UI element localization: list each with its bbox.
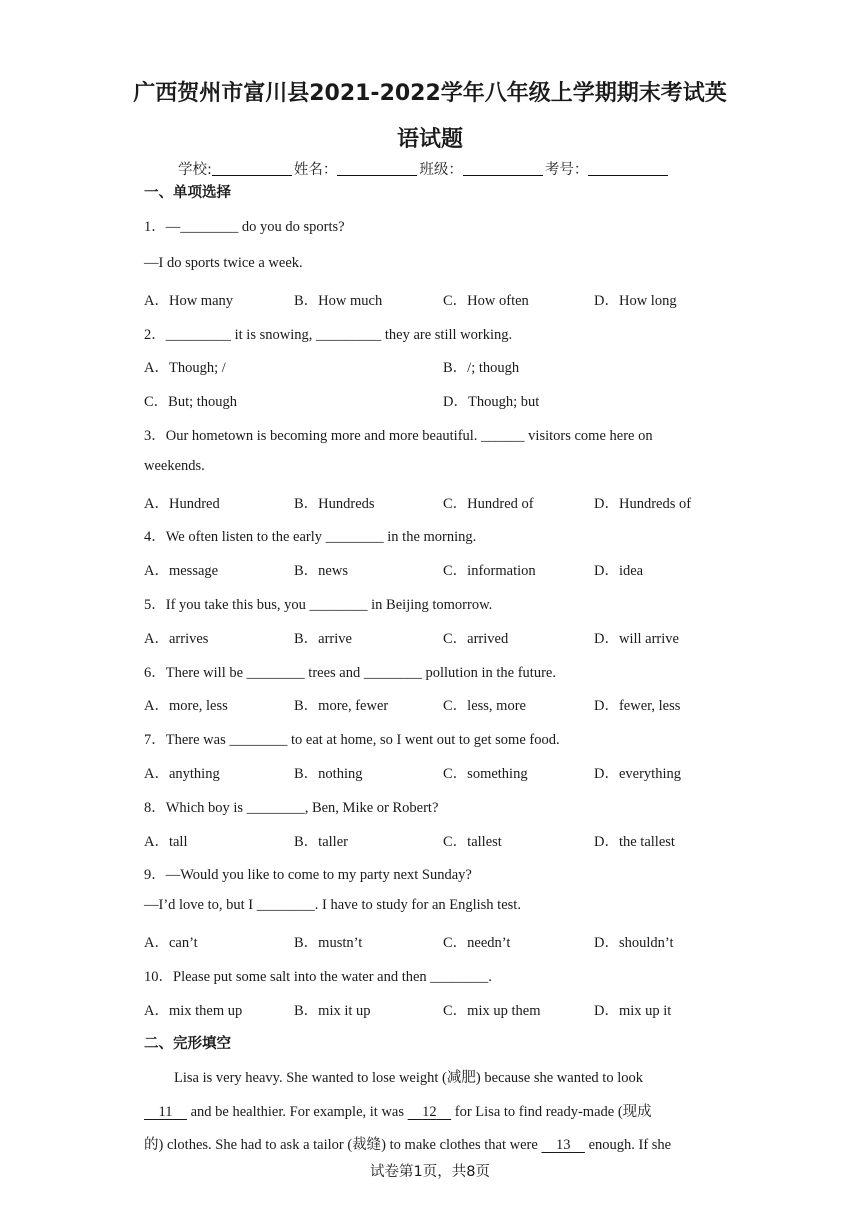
question-stem: 9．—Would you like to come to my party next Sunday? — [144, 867, 472, 883]
option-b[interactable]: B．nothing — [294, 766, 363, 782]
option-d[interactable]: D．How long — [594, 293, 677, 309]
cloze-blank-11[interactable]: 11 — [158, 1104, 173, 1120]
option-a[interactable]: A．tall — [144, 834, 188, 850]
option-c[interactable]: C．mix up them — [443, 1003, 541, 1019]
question-stem: 8．Which boy is ________, Ben, Mike or Robert? — [144, 800, 439, 816]
option-b[interactable]: B．mix it up — [294, 1003, 371, 1019]
option-b[interactable]: B．taller — [294, 834, 348, 850]
question-stem: 1．—________ do you do sports? — [144, 219, 345, 235]
cloze-blank-12[interactable]: 12 — [422, 1104, 437, 1120]
option-c[interactable]: C．arrived — [443, 631, 509, 647]
option-a[interactable]: A．anything — [144, 766, 220, 782]
question-stem-continued: weekends. — [144, 458, 205, 474]
name-label: 姓名： — [293, 162, 338, 178]
option-d[interactable]: D．fewer, less — [594, 698, 681, 714]
option-c[interactable]: C．less, more — [443, 698, 526, 714]
option-a[interactable]: A．mix them up — [144, 1003, 243, 1019]
exam-title-line-2: 语试题 — [396, 127, 463, 152]
option-d[interactable]: D．the tallest — [594, 834, 675, 850]
passage-line-2: 11 and be healthier. For example, it was 12 for Lisa to find ready-made (现成 — [144, 1100, 652, 1121]
option-d[interactable]: D．idea — [594, 563, 644, 579]
student-info-line — [178, 158, 670, 179]
option-b[interactable]: B．mustn’t — [294, 935, 363, 951]
option-a[interactable]: A．message — [144, 563, 219, 579]
question-stem-continued: —I do sports twice a week. — [144, 255, 303, 271]
option-c[interactable]: C．How often — [443, 293, 529, 309]
option-a[interactable]: A．more, less — [144, 698, 228, 714]
question-stem-continued: —I’d love to, but I ________. I have to study for an English test. — [144, 897, 521, 913]
section-heading-cloze: 二、完形填空 — [144, 1036, 231, 1052]
option-c[interactable]: C．something — [443, 766, 528, 782]
option-c[interactable]: C．Hundred of — [443, 496, 534, 512]
page-footer: 试卷第1页，共8页 — [370, 1164, 490, 1180]
option-c[interactable]: C．needn’t — [443, 935, 511, 951]
passage-line-1: Lisa is very heavy. She wanted to lose weight (减肥) because she wanted to look — [174, 1070, 643, 1086]
question-stem: 2．_________ it is snowing, _________ they are still working. — [144, 327, 513, 343]
option-d[interactable]: D．Hundreds of — [594, 496, 692, 512]
option-b[interactable]: B．arrive — [294, 631, 352, 647]
option-c[interactable]: C．But; though — [144, 394, 238, 410]
name-blank[interactable] — [337, 161, 417, 176]
option-d[interactable]: D．will arrive — [594, 631, 679, 647]
option-b[interactable]: B．more, fewer — [294, 698, 389, 714]
option-d[interactable]: D．mix up it — [594, 1003, 672, 1019]
number-label: 考号： — [544, 162, 589, 178]
option-a[interactable]: A．Though; / — [144, 360, 226, 376]
class-blank[interactable] — [463, 161, 543, 176]
question-stem: 3．Our hometown is becoming more and more beautiful. ______ visitors come here on — [144, 428, 653, 444]
passage-line-3: 的) clothes. She had to ask a tailor (裁缝) to make clothes that were 13 enough. If she — [144, 1137, 672, 1153]
option-b[interactable]: B．news — [294, 563, 348, 579]
option-d[interactable]: D．shouldn’t — [594, 935, 674, 951]
question-stem: 6．There will be ________ trees and ________ pollution in the future. — [144, 665, 556, 681]
exam-title-line-1: 广西贺州市富川县2021-2022学年八年级上学期期末考试英 — [133, 81, 727, 106]
option-b[interactable]: B．Hundreds — [294, 496, 375, 512]
cloze-blank-13[interactable]: 13 — [555, 1137, 571, 1153]
question-stem: 7．There was ________ to eat at home, so I went out to get some food. — [144, 732, 560, 748]
option-a[interactable]: A．can’t — [144, 935, 198, 951]
section-heading-single-choice: 一、单项选择 — [144, 185, 231, 201]
question-stem: 5．If you take this bus, you ________ in Beijing tomorrow. — [144, 597, 493, 613]
option-c[interactable]: C．information — [443, 563, 536, 579]
option-d[interactable]: D．Though; but — [443, 394, 540, 410]
class-label: 班级： — [419, 162, 463, 178]
option-b[interactable]: B．/; though — [443, 360, 520, 376]
option-c[interactable]: C．tallest — [443, 834, 502, 850]
option-a[interactable]: A．How many — [144, 293, 234, 309]
number-blank[interactable] — [588, 161, 668, 176]
option-a[interactable]: A．Hundred — [144, 496, 220, 512]
question-stem: 10．Please put some salt into the water and then ________. — [144, 969, 492, 985]
option-a[interactable]: A．arrives — [144, 631, 209, 647]
school-blank[interactable] — [212, 161, 292, 176]
question-stem: 4．We often listen to the early ________ in the morning. — [144, 529, 477, 545]
option-b[interactable]: B．How much — [294, 293, 383, 309]
school-label: 学校: — [178, 162, 212, 178]
option-d[interactable]: D．everything — [594, 766, 681, 782]
